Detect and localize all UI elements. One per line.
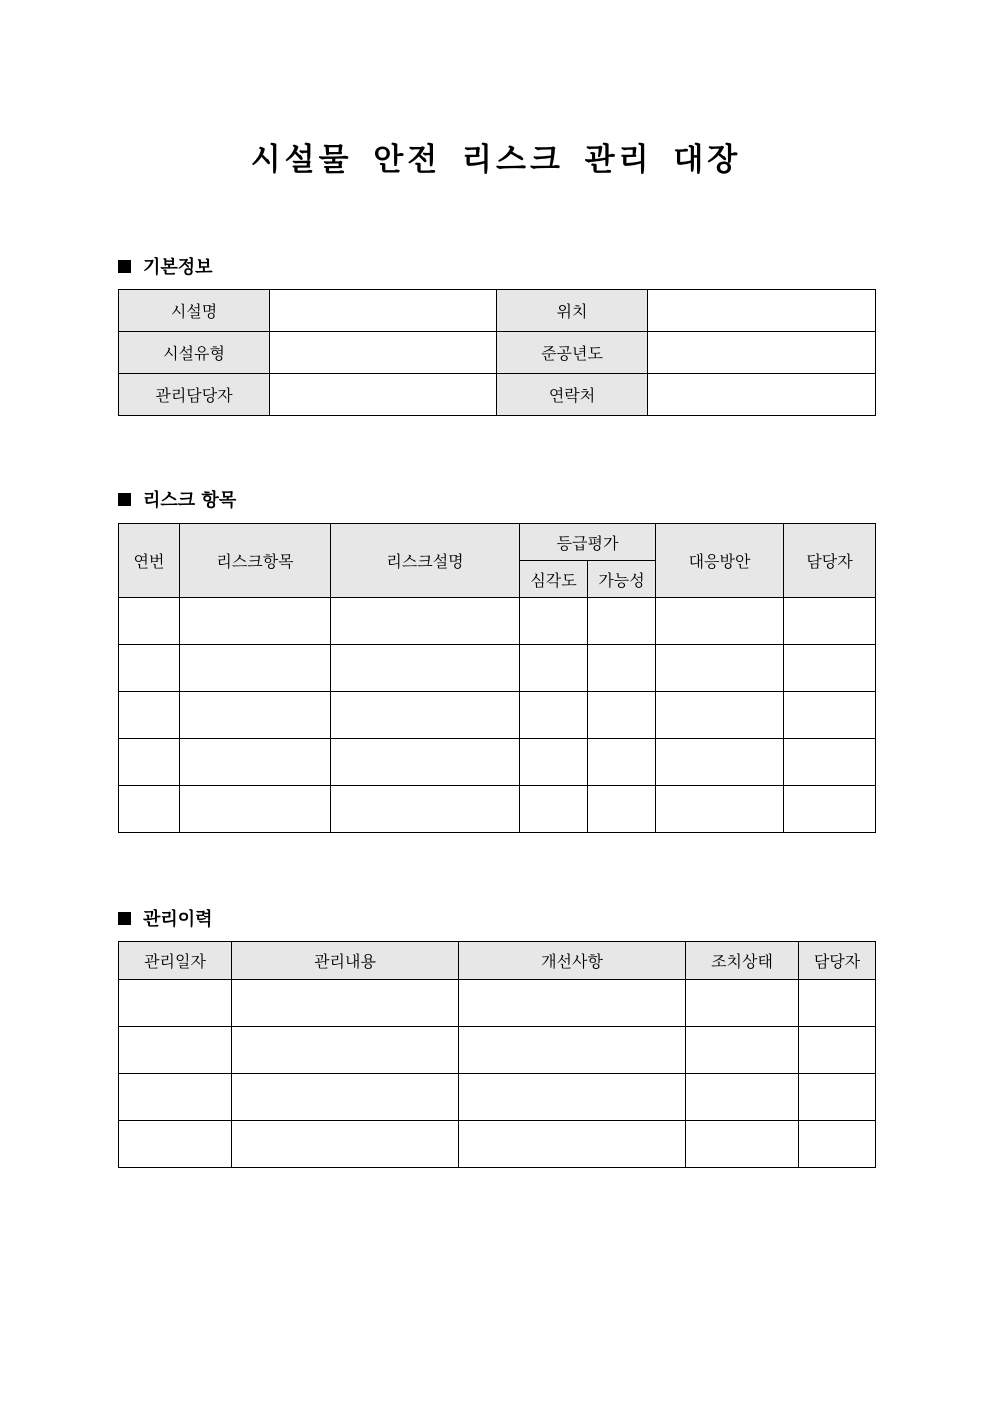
field-location[interactable] <box>648 290 876 332</box>
cell-date[interactable] <box>119 1027 232 1074</box>
cell-description[interactable] <box>331 786 520 833</box>
square-bullet-icon <box>118 260 131 273</box>
cell-likelihood[interactable] <box>588 692 656 739</box>
cell-description[interactable] <box>331 645 520 692</box>
cell-item[interactable] <box>180 786 331 833</box>
cell-likelihood[interactable] <box>588 739 656 786</box>
cell-date[interactable] <box>119 980 232 1027</box>
cell-status[interactable] <box>686 1074 799 1121</box>
cell-no[interactable] <box>119 739 180 786</box>
cell-item[interactable] <box>180 645 331 692</box>
square-bullet-icon <box>118 912 131 925</box>
col-header-severity: 심각도 <box>520 561 588 598</box>
cell-owner[interactable] <box>784 645 876 692</box>
col-header-content: 관리내용 <box>232 942 459 980</box>
square-bullet-icon <box>118 493 131 506</box>
table-row <box>119 739 876 786</box>
cell-improvement[interactable] <box>459 1074 686 1121</box>
cell-content[interactable] <box>232 980 459 1027</box>
cell-improvement[interactable] <box>459 1121 686 1168</box>
cell-severity[interactable] <box>520 739 588 786</box>
cell-response[interactable] <box>656 598 784 645</box>
field-completion-year[interactable] <box>648 332 876 374</box>
table-row <box>119 980 876 1027</box>
cell-status[interactable] <box>686 1027 799 1074</box>
label-facility-type: 시설유형 <box>119 332 270 374</box>
cell-content[interactable] <box>232 1121 459 1168</box>
col-header-status: 조치상태 <box>686 942 799 980</box>
cell-no[interactable] <box>119 645 180 692</box>
cell-likelihood[interactable] <box>588 598 656 645</box>
cell-date[interactable] <box>119 1074 232 1121</box>
cell-owner[interactable] <box>784 692 876 739</box>
cell-owner[interactable] <box>784 598 876 645</box>
cell-likelihood[interactable] <box>588 645 656 692</box>
cell-owner[interactable] <box>799 980 876 1027</box>
cell-date[interactable] <box>119 1121 232 1168</box>
col-header-grade: 등급평가 <box>520 524 656 561</box>
cell-description[interactable] <box>331 739 520 786</box>
cell-no[interactable] <box>119 692 180 739</box>
cell-no[interactable] <box>119 598 180 645</box>
cell-improvement[interactable] <box>459 1027 686 1074</box>
table-row <box>119 786 876 833</box>
table-row <box>119 692 876 739</box>
table-row <box>119 1027 876 1074</box>
cell-improvement[interactable] <box>459 980 686 1027</box>
table-row <box>119 1074 876 1121</box>
label-manager: 관리담당자 <box>119 374 270 416</box>
basic-info-table <box>118 289 876 416</box>
col-header-owner: 담당자 <box>784 524 876 598</box>
history-heading <box>118 905 213 931</box>
cell-owner[interactable] <box>799 1074 876 1121</box>
cell-severity[interactable] <box>520 645 588 692</box>
risk-items-heading-text: 리스크 항목 <box>143 490 237 511</box>
col-header-date: 관리일자 <box>119 942 232 980</box>
cell-description[interactable] <box>331 692 520 739</box>
table-row <box>119 374 876 416</box>
label-contact: 연락처 <box>497 374 648 416</box>
col-header-owner: 담당자 <box>799 942 876 980</box>
label-location: 위치 <box>497 290 648 332</box>
cell-status[interactable] <box>686 980 799 1027</box>
label-completion-year: 준공년도 <box>497 332 648 374</box>
risk-items-table <box>118 523 876 833</box>
cell-description[interactable] <box>331 598 520 645</box>
cell-owner[interactable] <box>784 739 876 786</box>
cell-owner[interactable] <box>799 1027 876 1074</box>
cell-owner[interactable] <box>784 786 876 833</box>
cell-response[interactable] <box>656 739 784 786</box>
field-contact[interactable] <box>648 374 876 416</box>
table-row <box>119 1121 876 1168</box>
table-row <box>119 645 876 692</box>
field-manager[interactable] <box>270 374 497 416</box>
field-facility-name[interactable] <box>270 290 497 332</box>
cell-likelihood[interactable] <box>588 786 656 833</box>
cell-response[interactable] <box>656 786 784 833</box>
cell-severity[interactable] <box>520 598 588 645</box>
cell-item[interactable] <box>180 739 331 786</box>
col-header-likelihood: 가능성 <box>588 561 656 598</box>
cell-content[interactable] <box>232 1074 459 1121</box>
col-header-item: 리스크항목 <box>180 524 331 598</box>
col-header-description: 리스크설명 <box>331 524 520 598</box>
col-header-response: 대응방안 <box>656 524 784 598</box>
history-heading-text: 관리이력 <box>143 909 213 930</box>
cell-content[interactable] <box>232 1027 459 1074</box>
cell-status[interactable] <box>686 1121 799 1168</box>
table-row <box>119 598 876 645</box>
col-header-no: 연번 <box>119 524 180 598</box>
table-header-row <box>119 524 876 561</box>
cell-response[interactable] <box>656 645 784 692</box>
label-facility-name: 시설명 <box>119 290 270 332</box>
col-header-improvement: 개선사항 <box>459 942 686 980</box>
table-row <box>119 332 876 374</box>
field-facility-type[interactable] <box>270 332 497 374</box>
cell-item[interactable] <box>180 598 331 645</box>
cell-no[interactable] <box>119 786 180 833</box>
basic-info-heading <box>118 253 213 279</box>
history-table <box>118 941 876 1168</box>
basic-info-heading-text: 기본정보 <box>143 257 213 278</box>
table-header-row <box>119 942 876 980</box>
cell-severity[interactable] <box>520 692 588 739</box>
cell-owner[interactable] <box>799 1121 876 1168</box>
table-row <box>119 290 876 332</box>
cell-severity[interactable] <box>520 786 588 833</box>
risk-items-heading <box>118 486 236 512</box>
document-title: 시설물 안전 리스크 관리 대장 <box>250 142 742 178</box>
cell-response[interactable] <box>656 692 784 739</box>
cell-item[interactable] <box>180 692 331 739</box>
